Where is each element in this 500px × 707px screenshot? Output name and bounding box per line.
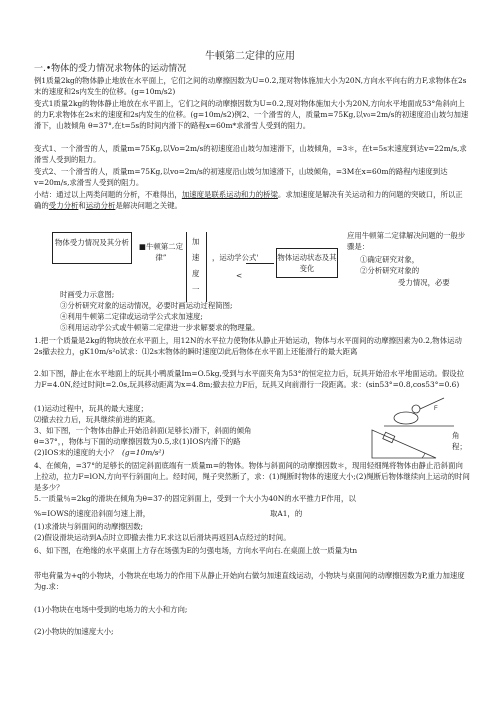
diagram-acc-1: 加 xyxy=(192,237,200,246)
question-3b: θ=37°，，物体与下面的动摩擦因数为0.5,求(1)IOS内滑下的路 xyxy=(34,437,241,446)
summary-underline-2: 受力分析 xyxy=(48,201,79,210)
question-6c: (1)小物块在电场中受到的电场力的大小和方向; xyxy=(34,605,188,614)
variant-1a: 变式1质量2kg的物体静止地放在水平面上，它们之间的动摩擦因数为U=0.2,现对物体施加大小为20N,方向水平地面成53°角斜向上的力F,求物体在2s末的速度和2s内发生的位移。(g=10m/s2)例2、一个滑雪的人，质量m=75Kg,以v₀=2m/s的初速度沿山坡匀加速滑下，山坡倾角 θ=37°,在t=5s的时间内滑下的路程x=60m*求滑雪人受到的阻力。 xyxy=(34,99,469,130)
steps-title: 应用牛顿第二定律解决问题的一般步骤是： xyxy=(347,231,466,251)
question-6: 6、如下图，在绝缘的水平桌面上方存在场强为E的匀强电场，方向水平向右.在桌面上放一质量为tn xyxy=(34,546,358,555)
diagram-box-force: 物体受力情况及其分析 xyxy=(52,232,132,264)
diagram-kinematics: ，运动学公式' xyxy=(212,253,259,262)
incline-figure xyxy=(370,424,440,460)
step-1: ①确定研究对象， xyxy=(360,255,420,264)
section-heading: 一.•物体的受力情况求物体的运动情况 xyxy=(34,64,187,74)
diagram-arrow: < xyxy=(236,271,243,280)
question-6b: 带电荷量为+q的小物块，小物块在电场力的作用下从静止开始向右做匀加速直线运动，小物块与桌面间的动摩擦因数为P,重力加速度为g.求： xyxy=(34,571,465,591)
question-2: 2.如下图，静止在水平地面上的玩具小鸭质量Im=O.5kg,受到与水平面夹角为53°的恒定拉力后，玩具开始沿水平地面运动。假设拉力F=4.0N,经过时间t=2.0s,玩具移动距离为x=4.8m;撤去拉力F后，玩具又向前滑行一段距离。求：(sin53°=0.8,cos53°=0.6) xyxy=(34,369,465,389)
question-3d: (g=10m/s²) xyxy=(122,448,165,457)
diagram-box-motion: 物体运动状态及其变化 xyxy=(276,248,338,278)
question-2a: (1)运动过程中，玩具的最大速度； xyxy=(34,404,148,413)
diagram-acc-2: 速 xyxy=(192,253,200,262)
summary-underline-1: 加速度是联系运动和力的桥梁 xyxy=(181,190,278,199)
variant-2: 变式2、一个滑雪的人，质量m=75Kg,以vo=2m/s的初速度沿山坡匀加速滑下，山坡倾角，=3M在x=60m的路程内速度到达v=20m/s,求滑雪人受到的阻力。 xyxy=(34,167,448,187)
angle-label: 角 xyxy=(452,431,460,440)
page-title: 牛顿第二定律的应用 xyxy=(205,51,295,62)
diagram-newton-law: ■牛顿第二定律” xyxy=(139,242,183,262)
diagram-acc-3: 度 xyxy=(192,269,200,278)
step-2c: 时画受力示意图; xyxy=(60,290,115,299)
diagram-acc-4: 一 xyxy=(192,285,200,294)
question-3: 3、如下图，一个物体由静止开始沿斜面(足够长)滑下，斜面的倾角 xyxy=(34,426,252,435)
question-4: 4、在倾角，=37°的足够长的固定斜面底端有一质量m=的物体。物体与斜面间的动摩擦因数＊，现用轻细绳将物体由静止沿斜面向上拉动，拉力F=lON,方向平行斜面向上。经时间，绳子突然断了，求：(1)绳断时物体的速度大小;(2)绳断后物体继续向上运动的时间是多少？ xyxy=(34,461,470,492)
question-6d: (2)小物块的加速度大小; xyxy=(34,627,114,636)
question-3c: (2)IOS末的速度的大小？ xyxy=(34,448,118,457)
step-3: ③分析研究对象的运动情况，必要时画运动过程简图; xyxy=(60,301,233,310)
question-5b: %=IOWS的速度沿斜面匀速上滑， xyxy=(34,509,151,518)
question-5: 5.一质量％=2kg的滑块在倾角为θ=37·的固定斜面上，受到一个大小为40N的水平推力F作用，以 xyxy=(34,494,356,503)
question-5e: (2)假设滑块运动到A点时立即撤去推力F,求这以后滑块再返回A点经过的时间。 xyxy=(34,533,291,542)
question-5c: 取A1，的 xyxy=(270,509,303,518)
summary: 小结：通过以上两类问题的分析，不难得出，加速度是联系运动和力的桥梁。求加速度是解决有关运动和力的问题的突破口，所以正确的受力分析和运动分析是解决问题之关键。 xyxy=(34,190,463,210)
svg-text:F: F xyxy=(434,406,438,412)
step-5: ⑤利用运动学公式或牛顿第二定律进一步求解要求的物理量。 xyxy=(60,323,260,332)
diagram-divider-right xyxy=(206,232,207,302)
question-1: 1.把一个质量是2kg的物块放在水平面上，用12N的水平拉力使物体从静止开始运动，物体与水平面间的动摩擦因素为0.2,物体运动2s撤去拉力，gK10m/s²o试求：⑴2s末物体的瞬时速度⑵此后物体在水平面上还能滑行的最大距离 xyxy=(34,336,462,356)
diagram-connector xyxy=(246,263,274,264)
question-2b: ⑵撤去拉力后，玩具继续前进的距离。 xyxy=(34,415,160,424)
question-5d: (1)求滑块与斜面间的动摩擦因数; xyxy=(34,522,144,531)
step-2b: 受力情况，必要 xyxy=(398,278,450,287)
step-4: ④利用牛顿第二定律或运动学公式求加速度; xyxy=(60,312,203,321)
example-1: 例1质量2kg的物体静止地放在水平面上，它们之间的动摩擦因数为U=0.2,现对物体施加大小为20N,方向水平向右的力F,求物体在2s末的速度和2s内发生的位移。(g=10m/s2) xyxy=(34,76,467,96)
diagram-divider-left xyxy=(186,232,187,302)
step-2: ②分析研究对象的 xyxy=(360,266,420,275)
variant-1b: 变式1、一个滑雪的人，质量m=75Kg,以Vo=2m/s的初速度沿山坡匀加速滑下，山坡倾角，=3＊，在t=5s末速度到达v=22m/s,求滑雪人受到的阻力。 xyxy=(34,144,467,164)
path-label: 程； xyxy=(452,442,467,451)
summary-underline-3: 运动分析 xyxy=(85,201,116,210)
